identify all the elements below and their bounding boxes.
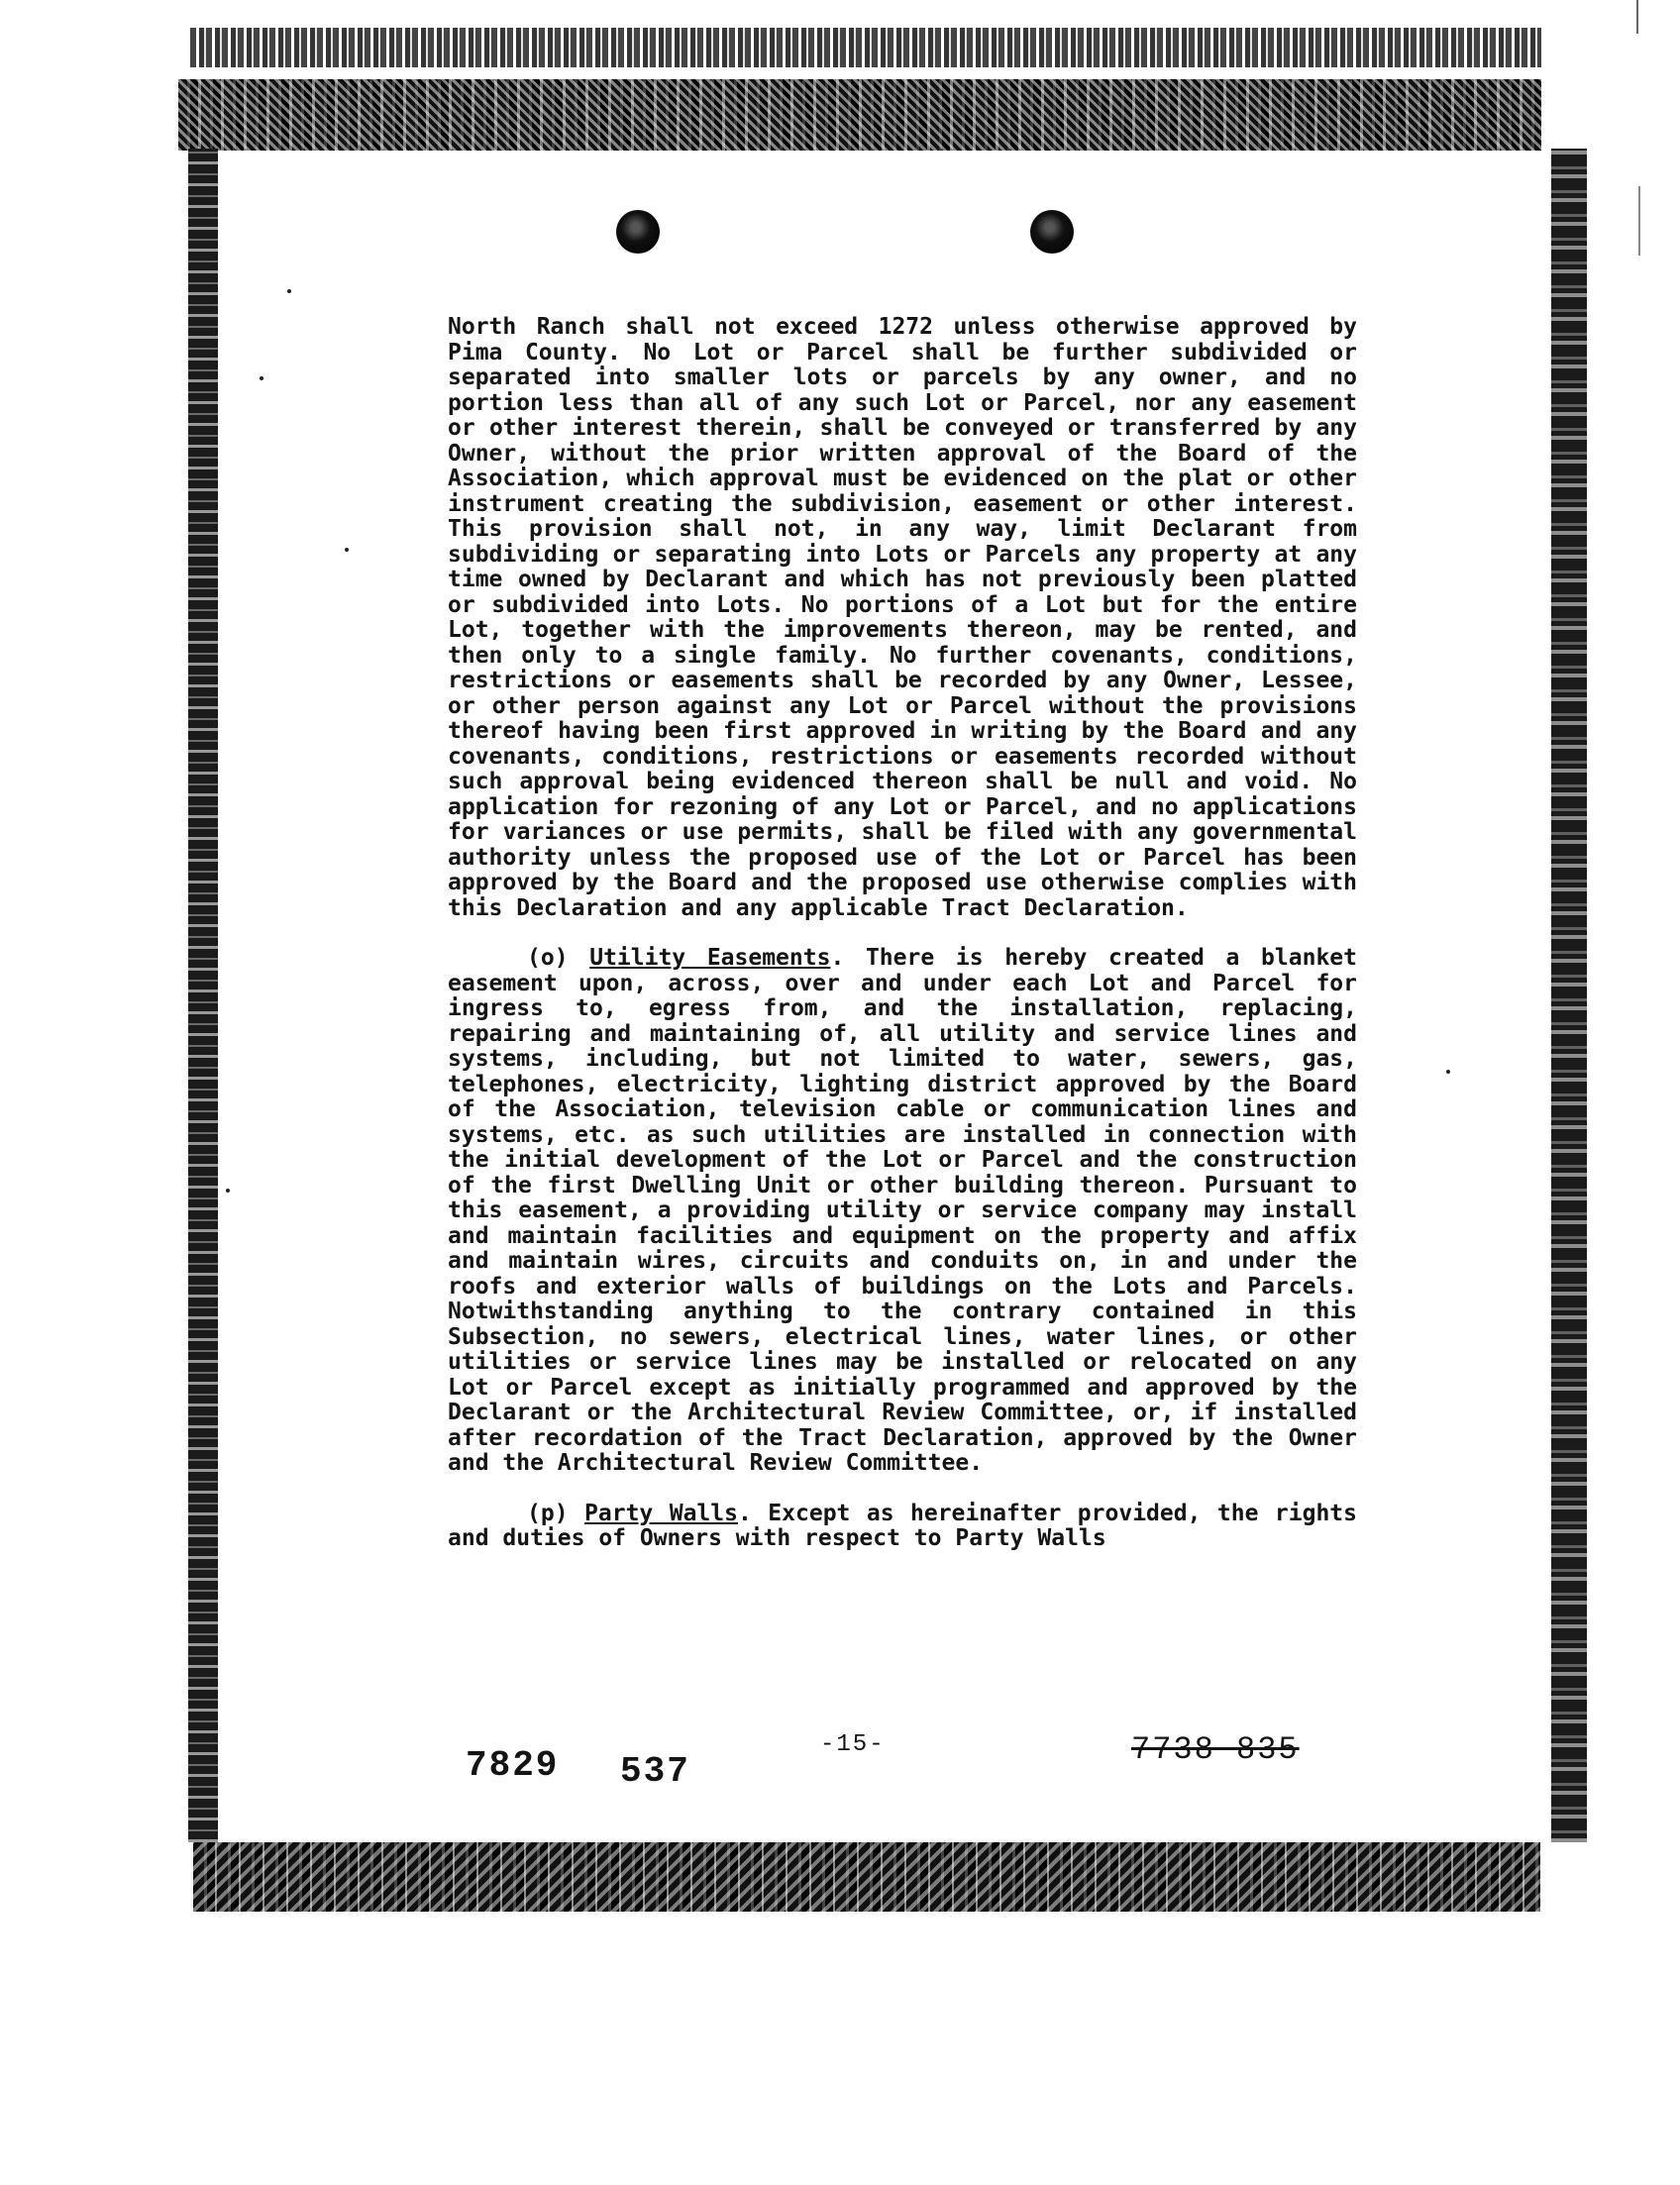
punch-hole-right bbox=[1030, 210, 1074, 254]
scan-speck bbox=[1446, 1070, 1450, 1074]
paragraph-utility-easements bbox=[448, 946, 1357, 1477]
subsection-text: . There is hereby created a blanket easement upon, across, over and under each Lot and Parcel for ingress to, egress from, and the installation, replacing, repairing and maintaining of, all utility and service lines and systems, including, but not limited to water, sewers, gas, telephones, electricity, lighting district approved by the Board of the Association, television cable or communication lines and systems, etc. as such utilities are installed in connection with the initial development of the Lot or Parcel and the construction of the first Dwelling Unit or other building thereon. Pursuant to this easement, a providing utility or service company may install and maintain facilities and equipment on the property and affix and maintain wires, circuits and conduits on, in and under the roofs and exterior walls of buildings on the Lots and Parcels. Notwithstanding anything to the contrary contained in this Subsection, no sewers, electrical lines, water lines, or other utilities or service lines may be installed or relocated on any Lot or Parcel except as initially programmed and approved by the Declarant or the Architectural Review Committee, or, if installed after recordation of the Tract Declaration, approved by the Owner and the Architectural Review Committee. bbox=[448, 945, 1357, 1476]
document-body bbox=[448, 315, 1357, 1577]
subsection-heading: Party Walls bbox=[584, 1500, 738, 1526]
scan-artifact-bottom-band bbox=[193, 1842, 1540, 1912]
scan-speck bbox=[287, 289, 291, 293]
paragraph-party-walls bbox=[448, 1502, 1357, 1552]
scan-artifact-top-band bbox=[178, 79, 1541, 151]
page-folio: -15- bbox=[820, 1731, 886, 1758]
subsection-heading: Utility Easements bbox=[589, 945, 831, 971]
subsection-label: (o) bbox=[527, 945, 569, 971]
scan-speck bbox=[226, 1189, 230, 1193]
paragraph-continuation: North Ranch shall not exceed 1272 unless otherwise approved by Pima County. No Lot or Parcel shall be further subdivided or separated into smaller lots or parcels by any owner, and no portion less than all of any such Lot or Parcel, nor any easement or other interest therein, shall be conveyed or transferred by any Owner, without the prior written approval of the Board of the Association, which approval must be evidenced on the plat or other instrument creating the subdivision, easement or other interest. This provision shall not, in any way, limit Declarant from subdividing or separating into Lots or Parcels any property at any time owned by Declarant and which has not previously been platted or subdivided into Lots. No portions of a Lot but for the entire Lot, together with the improvements thereon, may be rented, and then only to a single family. No further covenants, conditions, restrictions or easements shall be recorded by any Owner, Lessee, or other person against any Lot or Parcel without the provisions thereof having been first approved in writing by the Board and any covenants, conditions, restrictions or easements recorded without such approval being evidenced thereon shall be null and void. No application for rezoning of any Lot or Parcel, and no applications for variances or use permits, shall be filed with any governmental authority unless the proposed use of the Lot or Parcel has been approved by the Board and the proposed use otherwise complies with this Declaration and any applicable Tract Declaration. bbox=[448, 314, 1357, 921]
scan-artifact-top bbox=[190, 28, 1541, 67]
subsection-text: . Except as hereinafter provided, the rights and duties of Owners with respect to Party Walls bbox=[448, 1500, 1357, 1551]
scan-edge-mark bbox=[1638, 186, 1640, 256]
scan-speck bbox=[345, 548, 349, 552]
scan-edge-mark bbox=[1636, 0, 1638, 34]
struck-reference-number: 7738 835 bbox=[1131, 1731, 1300, 1768]
subsection-label: (p) bbox=[527, 1500, 569, 1526]
scan-speck bbox=[260, 376, 263, 380]
recording-page-number: 537 bbox=[620, 1751, 690, 1792]
book-number: 7829 bbox=[466, 1745, 560, 1786]
punch-hole-left bbox=[616, 210, 660, 254]
